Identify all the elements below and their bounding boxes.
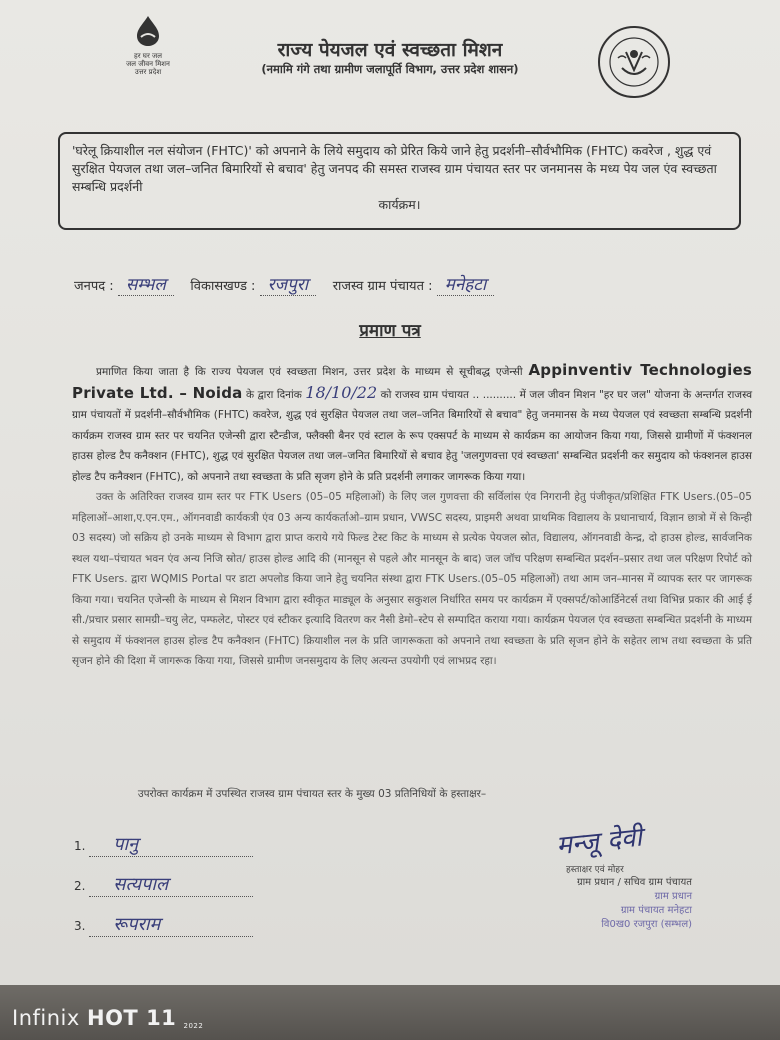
signature-name: पानु (89, 832, 253, 857)
banner-last-line: कार्यक्रम। (378, 197, 421, 212)
signature-number: 3. (74, 919, 86, 933)
pradhan-title: ग्राम प्रधान / सचिव ग्राम पंचायत (576, 877, 692, 888)
signature-line-1 (74, 832, 253, 857)
sign-and-seal-label: हस्ताक्षर एवं मोहर (566, 865, 624, 875)
janpad-label: जनपद : (74, 279, 114, 294)
signature-name: सत्यपाल (89, 872, 253, 897)
banner-text: 'घरेलू क्रियाशील नल संयोजन (FHTC)' को अपनाने के लिये समुदाय को प्रेरित किये जाने हेतु प्रदर्शनी–सौर्वभौमिक (FHTC) कवरेज , शुद्ध एवं सुरक्षित पेयजल तथा जल–जनित बिमारियों से बचाव' हेतु जनपद की समस्त राजस्व ग्राम पंचायत स्तर पर जनमानस के मध्य पेय जल एंव स्वच्छता सम्बन्धि प्रदर्शनी (72, 143, 717, 194)
logo-line-2: जल जीवन मिशन (126, 60, 170, 68)
signatures-intro: उपरोक्त कार्यक्रम में उपस्थित राजस्व ग्राम पंचायत स्तर के मुख्य 03 प्रतिनिधियों के हस्ताक्षर– (137, 788, 487, 800)
p1-panchayat-label: को राजस्व ग्राम पंचायत .. (380, 388, 480, 401)
logo-line-3: उत्तर प्रदेश (134, 68, 162, 76)
location-fields (74, 272, 494, 295)
watermark-brand: Infinix (12, 1006, 80, 1030)
program-date: 18/10/22 (305, 382, 378, 402)
certificate-body (72, 360, 752, 672)
header-subtitle: (नमामि गंगे तथा ग्रामीण जलापूर्ति विभाग, उत्तर प्रदेश शासन) (261, 62, 519, 76)
vikaskhand-label: विकासखण्ड : (190, 279, 256, 294)
paragraph-1 (72, 360, 752, 487)
stamp-line-2: ग्राम पंचायत मनेहटा (620, 905, 692, 916)
p1-details: .......... में जल जीवन मिशन "हर घर जल" योजना के अन्तर्गत राजस्व ग्राम पंचायतों में प्रदर्शनी–सौर्वभौमिक (FHTC) कवरेज, शुद्ध एवं सुरक्षित पेयजल तथा जल–जनित बिमारियों से बचाव" हेतु जनमानस के मध्य पेयजल एवं स्वच्छता सम्बन्धि प्रदर्शनी कार्यक्रम राजस्व ग्राम स्तर पर चयनित एजेन्सी द्वारा स्टैन्डीज, फ्लैक्सी बैनर एवं स्टाल के रूप एक्सपर्ट के माध्यम से कार्यक्रम का आयोजन किया गया, जिससे ग्रामीणों में फंक्शनल हाउस होल्ड टैप कनैक्शन (FHTC), शुद्ध एवं सुरक्षित पेयजल तथा जल–जनित बिमारियों से बचाव हेतु 'जलगुणवत्ता एवं स्वच्छता' सम्बन्धित प्रदर्शनी कर समुदाय को फंक्शनल हाउस होल्ड टैप कनैक्शन (FHTC), को अपनाने तथा स्वच्छता के प्रति सृजग होने के प्रति प्रदर्शनी लगाकर जागरूक किया गया। (72, 388, 753, 483)
pradhan-stamp (522, 876, 692, 932)
certificate-title: प्रमाण पत्र (359, 321, 421, 341)
program-banner (58, 132, 741, 230)
gram-panchayat-label: राजस्व ग्राम पंचायत : (332, 279, 433, 294)
signature-number: 2. (74, 879, 86, 893)
janpad-value: सम्भल (118, 275, 174, 296)
signature-line-2 (74, 872, 253, 897)
signature-name: रूपराम (89, 912, 253, 937)
stamp-line-3: वि0ख0 रजपुरा (सम्भल) (601, 919, 692, 930)
pradhan-signature: मन्जू देवी (554, 822, 644, 862)
vikaskhand-value: रजपुरा (260, 275, 317, 296)
p1-intro: प्रमाणित किया जाता है कि राज्य पेयजल एवं स्वच्छता मिशन, उत्तर प्रदेश के माध्यम से सूचीबद्ध एजेन्सी (96, 366, 523, 378)
signature-line-3 (74, 912, 253, 937)
stamp-line-1: ग्राम प्रधान (654, 891, 692, 902)
up-government-seal-icon (596, 24, 672, 100)
agency-name: Appinventiv Technologies Private Ltd. – Noida (72, 361, 752, 402)
gram-panchayat-value: मनेहटा (437, 275, 495, 296)
logo-line-1: हर घर जल (134, 52, 162, 60)
paragraph-2: उक्त के अतिरिक्त राजस्व ग्राम स्तर पर FTK Users (05–05 महिलाओं) के लिए जल गुणवत्ता की सर्विलांस एंव निगरानी हेतु पंजीकृत/प्रशिक्षित FTK Users.(05–05 महिलाओं–आशा,ए.एन.एम., ऑगनवाडी कार्यकत्री एंव 03 अन्य कार्यकर्ताओ–ग्राम प्रधान, VWSC सदस्य, प्राइमरी अथवा प्राथमिक विद्यालय के प्रधानाचार्य, विज्ञान छात्रो में से किन्ही 03 सदस्य) जो सक्रिय हो उनके माध्यम से विभाग द्वारा प्राप्त कराये गये फिल्ड टेस्ट किट के माध्यम से प्रत्येक पेयजल स्रोत, विद्यालय, ऑगनवाडी केन्द्र, दो हाउस होल्ड, सार्वजनिक स्थल यथा–पंचायत भवन एंव अन्य निजि स्रोत/ हाउस होल्ड आदि की (मानसून से पहले और मानसून के बाद) जल जॉच परिक्षण सम्बन्धित प्रदर्शन–प्रसार तथा जल परिक्षण रिपोर्ट को FTK Users. द्वारा WQMIS Portal पर डाटा अपलोड किया जाने हेतु चयनित संस्था द्वारा FTK Users.(05–05 महिलाओं) तथा आम जन–मानस में व्यापक स्तर पर जागरूक किया गया। चयनित एजेन्सी के माध्यम से मिशन विभाग द्वारा स्वीकृत माड्यूल के अनुसार सकुशल निर्धारित समय पर कार्यक्रम में एक्सपर्ट/कोआर्डिनेटर्स तथा विभिन्न प्रकार की आई ई सी./प्रचार प्रसार सामग्री–चयु लेट, पम्फलेट, पोस्टर एवं स्टीकर इत्यादि वितरण कर नैसी डेमो–स्टेप से सम्पादित कराया गया। कार्यक्रम पेयजल एंव स्वच्छता सम्बन्धित प्रदर्शनी के माध्यम से समुदाय में फंक्शनल हाउस होल्ड टैप कनैक्शन (FHTC) क्रियाशील नल के प्रति जागरूकता को अपनाने तथा स्वच्छता के प्रति सृजन होने के सहेतर लाभ तथा स्वच्छता के प्रति सृजन होने की दिशा में जागरूक किया गया, जिससे ग्रामीण जनसमुदाय के लिए अत्यन्त उपयोगी एवं लाभप्रद रहा। (72, 491, 752, 667)
signature-number: 1. (74, 839, 86, 853)
watermark-model: HOT 11 (87, 1006, 177, 1030)
p1-date-label: के द्वारा दिनांक (246, 388, 302, 401)
header-title: राज्य पेयजल एवं स्वच्छता मिशन (277, 39, 503, 61)
watermark-year: 2022 (183, 1022, 204, 1030)
camera-watermark (12, 1006, 203, 1030)
